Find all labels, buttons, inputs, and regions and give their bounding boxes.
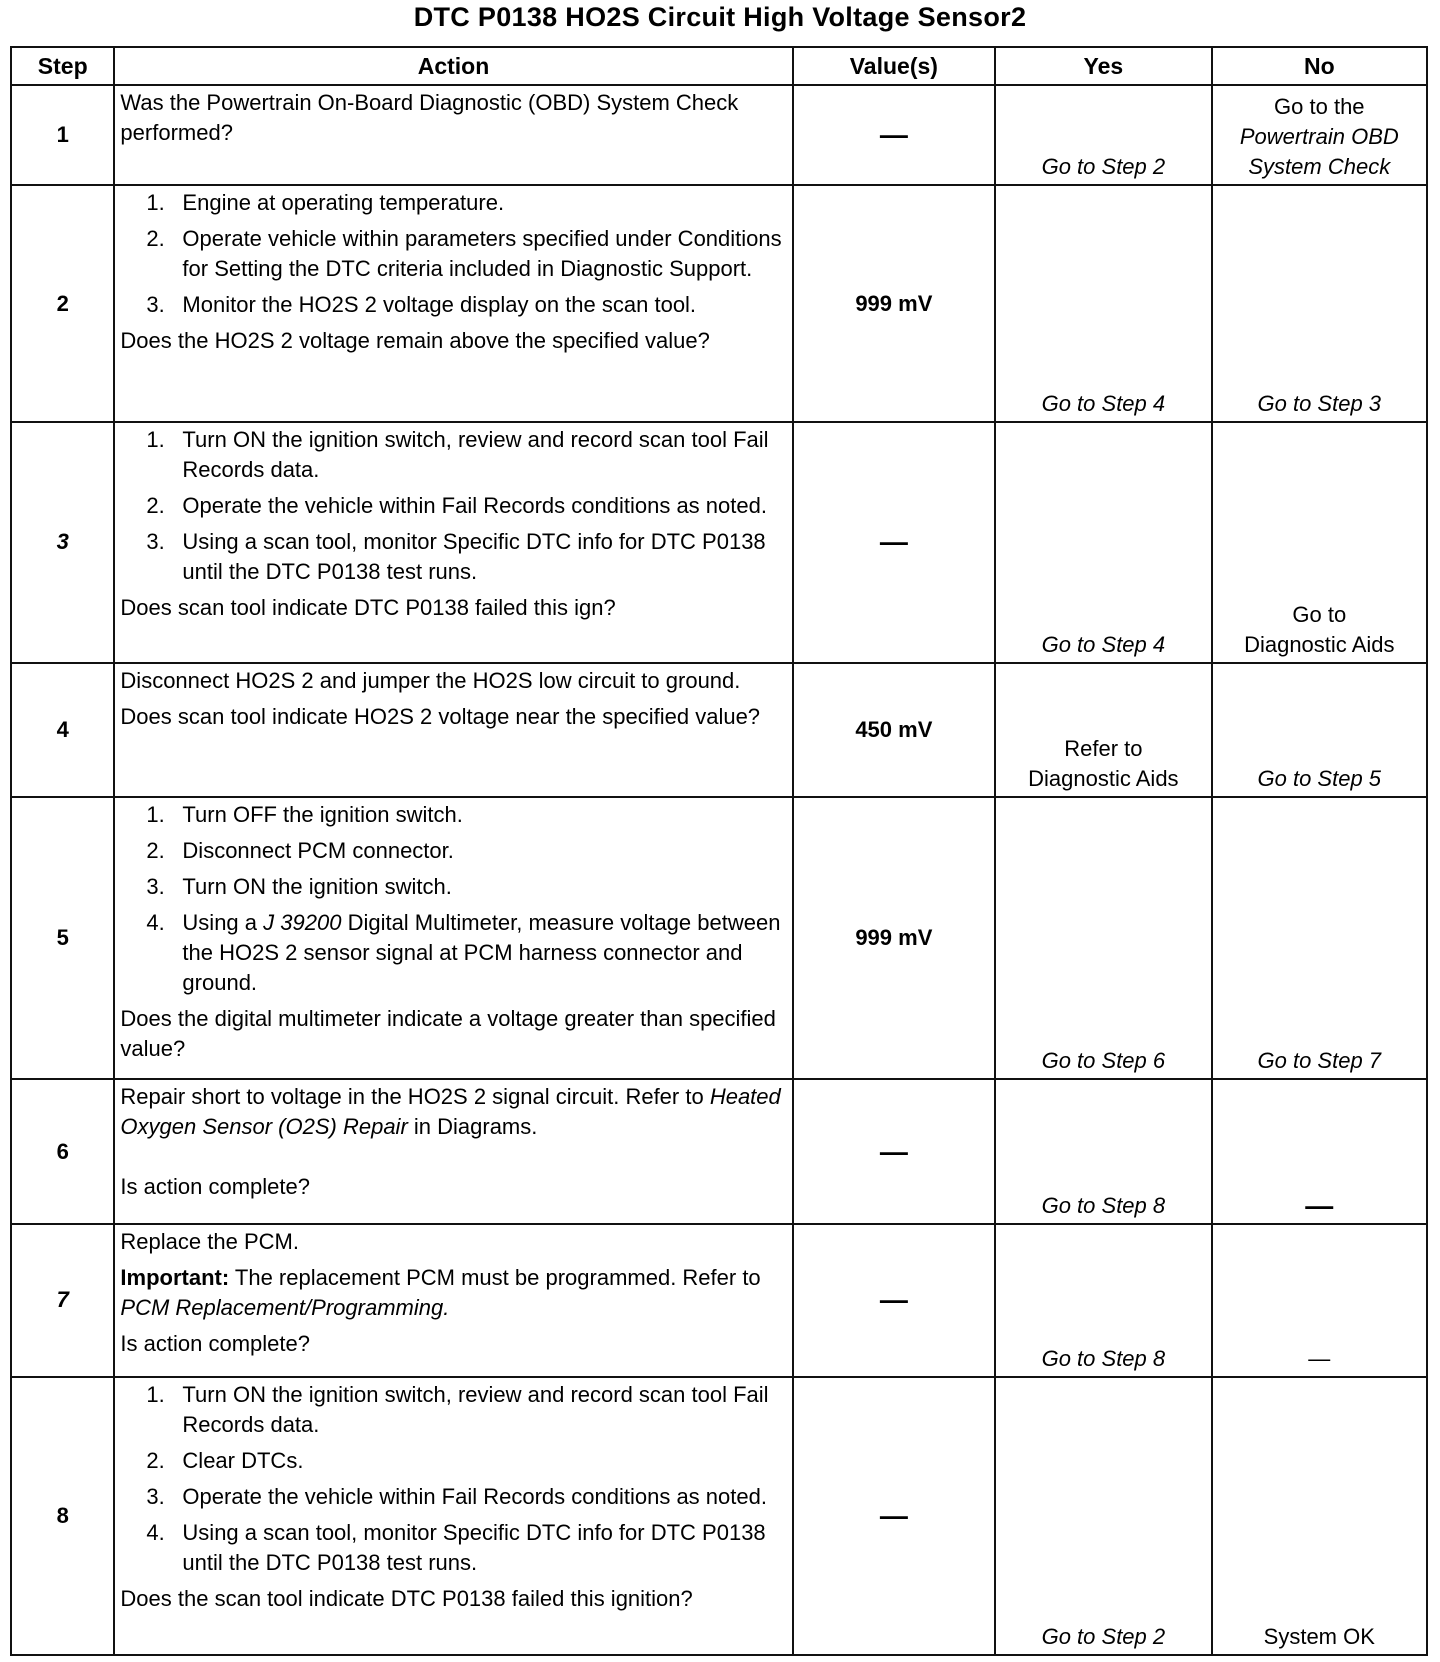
action-question: Does the digital multimeter indicate a voltage greater than specified value?: [120, 1005, 776, 1061]
list-item: 2. Disconnect PCM connector.: [146, 837, 454, 863]
no-reference: Powertrain OBD System Check: [1239, 124, 1399, 180]
header-step: Step: [11, 47, 114, 85]
action-question: Does scan tool indicate HO2S 2 voltage near the specified value?: [120, 703, 761, 729]
yes-cell: [995, 663, 1211, 797]
list-item: 2. Operate vehicle within parameters specified under Conditions for Setting the DTC criteria included in Diagnostic Support.: [146, 226, 782, 282]
table-row: [11, 185, 1427, 422]
header-yes: Yes: [995, 47, 1211, 85]
yes-cell: Go to Step 4: [995, 185, 1211, 422]
no-cell: —: [1212, 1224, 1427, 1377]
value-cell: 450 mV: [793, 663, 996, 797]
yes-text: Refer to: [1064, 735, 1143, 761]
list-item: 1. Turn ON the ignition switch, review and record scan tool Fail Records data.: [146, 427, 769, 482]
list-item: 3. Turn ON the ignition switch.: [146, 873, 452, 899]
no-reference: Diagnostic Aids: [1244, 631, 1395, 657]
action-question: Does the HO2S 2 voltage remain above the specified value?: [120, 328, 710, 354]
list-item: 3. Using a scan tool, monitor Specific DTC info for DTC P0138 until the DTC P0138 test runs.: [146, 529, 766, 584]
step-number: 1: [11, 85, 114, 185]
value-cell: —: [793, 1079, 996, 1223]
procedure-list: [120, 800, 786, 998]
value-cell: —: [793, 85, 996, 185]
yes-cell: Go to Step 8: [995, 1224, 1211, 1377]
no-cell: Go to Step 5: [1212, 663, 1427, 797]
action-cell: [114, 85, 792, 185]
procedure-reference: Heated Oxygen Sensor (O2S) Repair: [120, 1084, 781, 1140]
table-row: [11, 422, 1427, 663]
value-cell: 999 mV: [793, 797, 996, 1080]
yes-cell: Go to Step 8: [995, 1079, 1211, 1223]
step-number: 8: [11, 1377, 114, 1655]
no-cell: [1212, 85, 1427, 185]
yes-reference: Diagnostic Aids: [1028, 765, 1179, 791]
list-item: 2. Clear DTCs.: [146, 1447, 304, 1473]
action-cell: [114, 1224, 792, 1377]
header-no: No: [1212, 47, 1427, 85]
procedure-list: [120, 188, 786, 320]
step-number: 2: [11, 185, 114, 422]
procedure-list: [120, 425, 786, 587]
action-text: Repair short to voltage in the HO2S 2 signal circuit. Refer to Heated Oxygen Sensor (O2S) Repair in Diagrams.: [120, 1084, 781, 1140]
action-cell: [114, 1079, 792, 1223]
yes-cell: Go to Step 4: [995, 422, 1211, 663]
action-question: Does scan tool indicate DTC P0138 failed this ign?: [120, 595, 616, 620]
tool-reference: J 39200: [263, 909, 342, 935]
procedure-list: [120, 1380, 786, 1578]
no-text: Go to: [1292, 601, 1347, 627]
table-row: [11, 797, 1427, 1080]
action-text: Replace the PCM.: [120, 1228, 299, 1254]
action-cell: [114, 185, 792, 422]
value-cell: 999 mV: [793, 185, 996, 422]
step-number: 7: [11, 1224, 114, 1377]
procedure-reference: PCM Replacement/Programming.: [120, 1294, 450, 1320]
list-item: 1. Turn ON the ignition switch, review and record scan tool Fail Records data.: [146, 1381, 769, 1437]
step-number: 3: [11, 422, 114, 663]
important-note: Important: The replacement PCM must be programmed. Refer to PCM Replacement/Programming.: [120, 1264, 761, 1320]
no-cell: [1212, 422, 1427, 663]
list-item: 4. Using a scan tool, monitor Specific DTC info for DTC P0138 until the DTC P0138 test runs.: [146, 1519, 766, 1575]
header-action: Action: [114, 47, 792, 85]
action-question: Is action complete?: [120, 1174, 310, 1200]
no-cell: —: [1212, 1079, 1427, 1223]
action-cell: [114, 797, 792, 1080]
no-cell: System OK: [1212, 1377, 1427, 1655]
table-row: [11, 1079, 1427, 1223]
no-cell: Go to Step 7: [1212, 797, 1427, 1080]
value-cell: —: [793, 1224, 996, 1377]
action-cell: [114, 663, 792, 797]
action-cell: [114, 1377, 792, 1655]
table-row: [11, 663, 1427, 797]
yes-cell: Go to Step 6: [995, 797, 1211, 1080]
action-question: Does the scan tool indicate DTC P0138 failed this ignition?: [120, 1585, 693, 1611]
important-label: Important:: [120, 1264, 230, 1290]
table-row: [11, 85, 1427, 185]
action-text: Was the Powertrain On-Board Diagnostic (OBD) System Check performed?: [120, 90, 739, 145]
table-row: [11, 1224, 1427, 1377]
no-text: Go to the: [1274, 94, 1365, 120]
list-item: 2. Operate the vehicle within Fail Records conditions as noted.: [146, 493, 767, 518]
action-cell: [114, 422, 792, 663]
list-item: 4. Using a J 39200 Digital Multimeter, measure voltage between the HO2S 2 sensor signal at PCM harness connector and ground.: [146, 909, 781, 995]
table-header-row: [11, 47, 1427, 85]
step-number: 4: [11, 663, 114, 797]
value-cell: —: [793, 1377, 996, 1655]
header-values: Value(s): [793, 47, 996, 85]
table-row: [11, 1377, 1427, 1655]
list-item: 3. Monitor the HO2S 2 voltage display on the scan tool.: [146, 292, 697, 318]
list-item: 3. Operate the vehicle within Fail Records conditions as noted.: [146, 1483, 767, 1509]
list-item: 1. Turn OFF the ignition switch.: [146, 801, 463, 827]
action-text: Disconnect HO2S 2 and jumper the HO2S low circuit to ground.: [120, 667, 741, 693]
value-cell: —: [793, 422, 996, 663]
dtc-table: [10, 46, 1428, 1656]
page-title: DTC P0138 HO2S Circuit High Voltage Sensor2: [413, 2, 1027, 32]
step-number: 6: [11, 1079, 114, 1223]
list-item: 1. Engine at operating temperature.: [146, 190, 505, 216]
yes-cell: Go to Step 2: [995, 1377, 1211, 1655]
yes-cell: Go to Step 2: [995, 85, 1211, 185]
action-question: Is action complete?: [120, 1330, 310, 1356]
step-number: 5: [11, 797, 114, 1080]
no-cell: Go to Step 3: [1212, 185, 1427, 422]
